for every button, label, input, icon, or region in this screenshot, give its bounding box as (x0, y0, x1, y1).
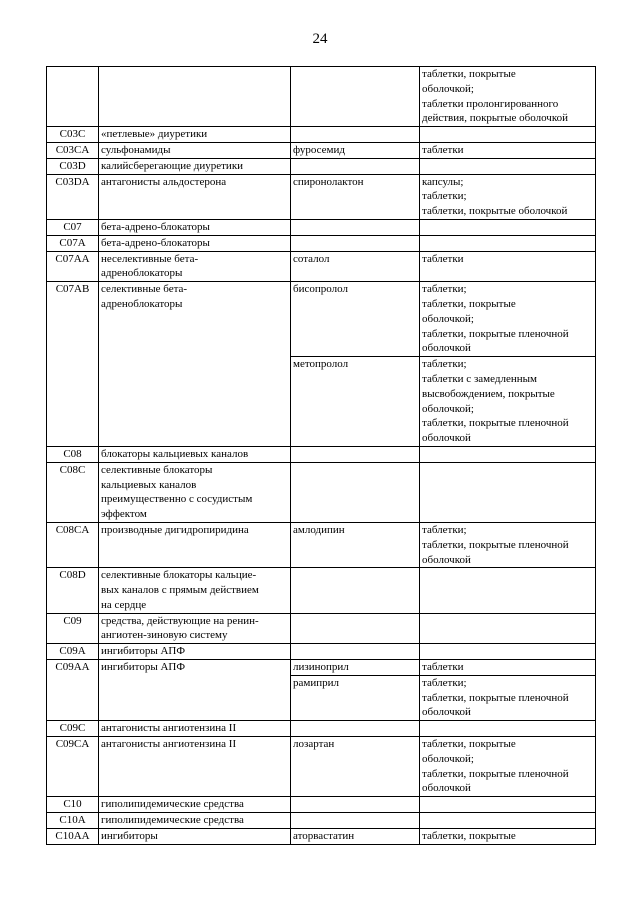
atc-code-cell: C09AA (47, 660, 99, 721)
atc-group-cell-line: селективные бета- (101, 283, 188, 296)
atc-group-cell (99, 158, 291, 174)
dosage-form-cell-line: таблетки (422, 143, 464, 156)
atc-code-cell: C09C (47, 721, 99, 737)
atc-group-cell-line: блокаторы кальциевых каналов (101, 447, 249, 460)
table-row (47, 797, 596, 813)
dosage-form-cell (420, 613, 596, 644)
atc-group-cell (99, 644, 291, 660)
atc-code-cell: C07 (47, 219, 99, 235)
drug-name-cell (291, 235, 420, 251)
dosage-form-cell-line: оболочкой; (422, 312, 474, 325)
atc-group-cell (99, 660, 291, 721)
dosage-form-cell (420, 675, 596, 720)
atc-group-cell-line: адреноблокаторы (101, 297, 183, 310)
drug-name-cell: соталол (291, 251, 420, 282)
atc-group-cell (99, 797, 291, 813)
table-row (47, 174, 596, 219)
dosage-form-cell (420, 462, 596, 522)
atc-group-cell (99, 737, 291, 797)
drug-name-cell (291, 219, 420, 235)
atc-group-cell-line: ингибиторы АПФ (101, 661, 186, 674)
drug-name-cell (291, 721, 420, 737)
dosage-form-cell-line: таблетки; (422, 190, 467, 203)
atc-group-cell (99, 522, 291, 567)
dosage-form-cell-line: капсулы; (422, 175, 464, 188)
drug-name-cell (291, 568, 420, 613)
drug-name-cell: амлодипин (291, 522, 420, 567)
dosage-form-cell-line: оболочкой; (422, 402, 474, 415)
dosage-form-cell (420, 721, 596, 737)
dosage-form-cell (420, 828, 596, 844)
dosage-form-cell-line: таблетки, покрытые пленочной (422, 767, 569, 780)
atc-group-cell (99, 174, 291, 219)
atc-code-cell: C10AA (47, 828, 99, 844)
atc-code-cell: C07AA (47, 251, 99, 282)
atc-group-cell-line: адреноблокаторы (101, 267, 183, 280)
atc-group-cell-line: антагонисты ангиотензина II (101, 738, 237, 751)
atc-code-cell: C10A (47, 813, 99, 829)
atc-code-cell: C09 (47, 613, 99, 644)
atc-group-cell (99, 219, 291, 235)
dosage-form-cell (420, 282, 596, 357)
dosage-form-cell (420, 568, 596, 613)
dosage-form-cell-line: высвобождением, покрытые (422, 387, 555, 400)
atc-group-cell (99, 251, 291, 282)
dosage-form-cell (420, 737, 596, 797)
dosage-form-cell-line: действия, покрытые оболочкой (422, 112, 569, 125)
atc-group-cell (99, 235, 291, 251)
atc-group-cell (99, 67, 291, 127)
drug-name-cell (291, 446, 420, 462)
atc-code-cell (47, 67, 99, 127)
table-row (47, 127, 596, 143)
drug-name-cell (291, 813, 420, 829)
atc-group-cell-line: ангиотен-зиновую систему (101, 629, 228, 642)
atc-group-cell-line: гиполипидемические средства (101, 798, 244, 811)
table-row (47, 446, 596, 462)
dosage-form-cell (420, 446, 596, 462)
dosage-form-cell-line: оболочкой (422, 782, 471, 795)
dosage-form-cell-line: таблетки (422, 252, 464, 265)
atc-group-cell (99, 721, 291, 737)
dosage-form-cell-line: таблетки; (422, 283, 467, 296)
table-row (47, 568, 596, 613)
atc-group-cell-line: «петлевые» диуретики (101, 128, 208, 141)
atc-group-cell-line: сульфонамиды (101, 143, 171, 156)
dosage-form-cell-line: таблетки (422, 661, 464, 674)
drug-name-cell: фуросемид (291, 142, 420, 158)
atc-group-cell (99, 613, 291, 644)
atc-group-cell-line: на сердце (101, 598, 147, 611)
table-row (47, 251, 596, 282)
drug-name-cell: аторвастатин (291, 828, 420, 844)
dosage-form-cell-line: таблетки; (422, 676, 467, 689)
dosage-form-cell-line: таблетки, покрытые оболочкой (422, 205, 568, 218)
dosage-form-cell (420, 813, 596, 829)
table-row (47, 721, 596, 737)
atc-group-cell-line: ингибиторы АПФ (101, 645, 186, 658)
atc-group-cell (99, 828, 291, 844)
drug-name-cell (291, 613, 420, 644)
atc-group-cell-line: эффектом (101, 508, 147, 521)
atc-group-cell (99, 142, 291, 158)
atc-group-cell-line: селективные блокаторы (101, 463, 213, 476)
drug-name-cell (291, 462, 420, 522)
atc-group-cell-line: производные дигидропиридина (101, 523, 249, 536)
drug-name-cell (291, 127, 420, 143)
drug-table (46, 66, 596, 845)
dosage-form-cell-line: оболочкой (422, 553, 471, 566)
atc-group-cell (99, 127, 291, 143)
atc-group-cell (99, 282, 291, 447)
drug-name-cell: рамиприл (291, 675, 420, 720)
drug-name-cell: лизиноприл (291, 660, 420, 676)
atc-group-cell-line: преимущественно с сосудистым (101, 493, 253, 506)
table-row (47, 67, 596, 127)
dosage-form-cell (420, 158, 596, 174)
table-row (47, 158, 596, 174)
atc-code-cell: C09CA (47, 737, 99, 797)
drug-name-cell: метопролол (291, 357, 420, 447)
dosage-form-cell-line: таблетки, покрытые пленочной (422, 327, 569, 340)
dosage-form-cell-line: таблетки; (422, 358, 467, 371)
atc-group-cell-line: гиполипидемические средства (101, 814, 244, 827)
atc-group-cell-line: вых каналов с прямым действием (101, 584, 259, 597)
dosage-form-cell-line: таблетки, покрытые (422, 297, 516, 310)
table-body (47, 67, 596, 845)
drug-name-cell (291, 644, 420, 660)
dosage-form-cell-line: таблетки, покрытые (422, 829, 516, 842)
table-row (47, 828, 596, 844)
atc-group-cell-line: селективные блокаторы кальцие- (101, 569, 257, 582)
dosage-form-cell-line: таблетки, покрытые пленочной (422, 538, 569, 551)
drug-name-cell (291, 797, 420, 813)
atc-code-cell: C08CA (47, 522, 99, 567)
dosage-form-cell-line: оболочкой (422, 342, 471, 355)
table-row (47, 644, 596, 660)
dosage-form-cell (420, 251, 596, 282)
table-row (47, 660, 596, 676)
dosage-form-cell (420, 235, 596, 251)
dosage-form-cell-line: таблетки с замедленным (422, 372, 537, 385)
atc-group-cell (99, 446, 291, 462)
atc-group-cell-line: калийсберегающие диуретики (101, 159, 244, 172)
drug-name-cell: спиронолактон (291, 174, 420, 219)
atc-group-cell-line: ингибиторы (101, 829, 158, 842)
atc-code-cell: C03DA (47, 174, 99, 219)
drug-name-cell (291, 67, 420, 127)
atc-code-cell: C07AB (47, 282, 99, 447)
atc-group-cell-line: антагонисты альдостерона (101, 175, 227, 188)
page-number: 24 (312, 31, 328, 47)
dosage-form-cell-line: таблетки, покрытые (422, 68, 516, 80)
dosage-form-cell (420, 522, 596, 567)
table-row (47, 462, 596, 522)
drug-name-cell (291, 158, 420, 174)
dosage-form-cell (420, 797, 596, 813)
atc-code-cell: C08 (47, 446, 99, 462)
dosage-form-cell-line: оболочкой (422, 432, 471, 445)
dosage-form-cell (420, 174, 596, 219)
table-row (47, 522, 596, 567)
atc-code-cell: C07A (47, 235, 99, 251)
atc-code-cell: C08C (47, 462, 99, 522)
dosage-form-cell (420, 142, 596, 158)
atc-code-cell: C03CA (47, 142, 99, 158)
dosage-form-cell-line: таблетки, покрытые пленочной (422, 691, 569, 704)
dosage-form-cell (420, 660, 596, 676)
atc-group-cell-line: средства, действующие на ренин- (101, 614, 259, 627)
table-row (47, 737, 596, 797)
dosage-form-cell (420, 127, 596, 143)
table-row (47, 613, 596, 644)
dosage-form-cell (420, 67, 596, 127)
dosage-form-cell-line: таблетки, покрытые (422, 738, 516, 751)
drug-name-cell: бисопролол (291, 282, 420, 357)
atc-group-cell (99, 568, 291, 613)
dosage-form-cell (420, 644, 596, 660)
atc-group-cell-line: бета-адрено-блокаторы (101, 236, 210, 249)
atc-group-cell-line: бета-адрено-блокаторы (101, 220, 210, 233)
atc-group-cell (99, 813, 291, 829)
dosage-form-cell (420, 357, 596, 447)
table-row (47, 142, 596, 158)
atc-group-cell (99, 462, 291, 522)
atc-code-cell: C03C (47, 127, 99, 143)
dosage-form-cell-line: оболочкой; (422, 82, 474, 95)
dosage-form-cell-line: оболочкой (422, 706, 471, 719)
table-row (47, 219, 596, 235)
dosage-form-cell (420, 219, 596, 235)
atc-code-cell: C08D (47, 568, 99, 613)
atc-code-cell: C03D (47, 158, 99, 174)
atc-code-cell: C09A (47, 644, 99, 660)
atc-code-cell: C10 (47, 797, 99, 813)
atc-group-cell-line: антагонисты ангиотензина II (101, 722, 237, 735)
table-row (47, 813, 596, 829)
dosage-form-cell-line: таблетки пролонгированного (422, 97, 559, 110)
drug-name-cell: лозартан (291, 737, 420, 797)
dosage-form-cell-line: таблетки, покрытые пленочной (422, 417, 569, 430)
dosage-form-cell-line: оболочкой; (422, 752, 474, 765)
table-row (47, 235, 596, 251)
table-row (47, 282, 596, 357)
dosage-form-cell-line: таблетки; (422, 523, 467, 536)
atc-group-cell-line: неселективные бета- (101, 252, 199, 265)
atc-group-cell-line: кальциевых каналов (101, 478, 197, 491)
